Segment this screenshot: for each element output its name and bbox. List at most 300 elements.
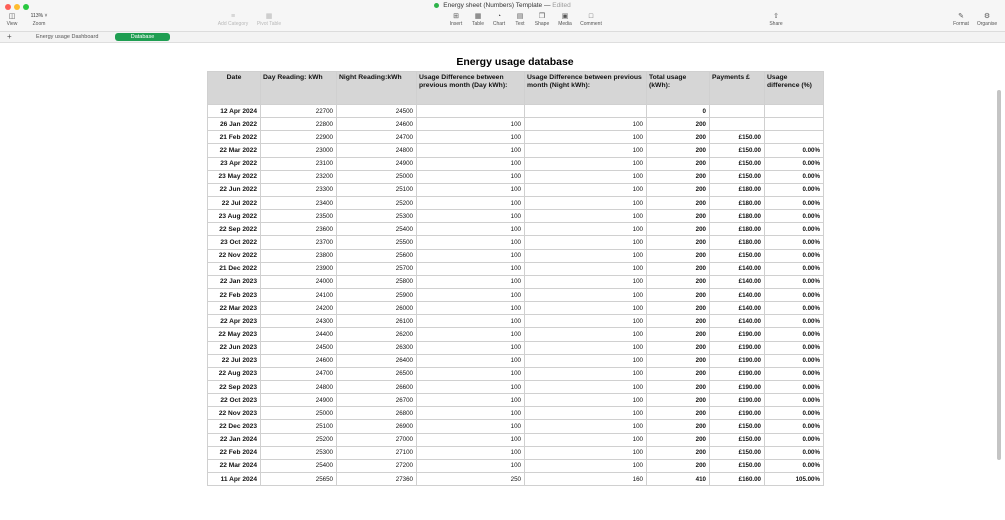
share-button[interactable] [767,12,785,27]
table-cell[interactable]: 250 [417,472,525,485]
table-cell[interactable]: 22 Sep 2022 [208,223,261,236]
table-cell[interactable]: 27100 [337,446,417,459]
table-cell[interactable]: 22 Nov 2022 [208,249,261,262]
table-cell[interactable]: 100 [525,144,647,157]
table-cell[interactable]: 25700 [337,262,417,275]
table-row [208,446,824,459]
table-icon: ▦ [474,13,482,20]
table-cell[interactable] [710,105,765,118]
table-cell[interactable]: 100 [417,236,525,249]
table-row [208,157,824,170]
table-row [208,302,824,315]
shape-label: Shape [534,21,550,27]
zoom-value: 113% ˅ [30,13,48,19]
table-cell[interactable]: 25300 [261,446,337,459]
table-cell[interactable]: 100 [417,302,525,315]
table-cell[interactable] [417,105,525,118]
view-label: View [6,21,18,27]
view-button[interactable] [4,12,20,27]
table-cell[interactable]: 24600 [337,118,417,131]
table-cell[interactable]: 22700 [261,105,337,118]
add-category-label: Add Category [217,21,249,27]
table-cell[interactable]: 200 [647,407,710,420]
table-cell[interactable]: 21 Feb 2022 [208,131,261,144]
table-row [208,131,824,144]
table-cell[interactable]: 100 [525,446,647,459]
table-cell[interactable]: 25500 [337,236,417,249]
column-header[interactable]: Day Reading: kWh [261,72,337,105]
table-cell[interactable]: 100 [525,118,647,131]
table-cell[interactable]: 22 Jun 2023 [208,341,261,354]
table-cell[interactable]: 100 [417,183,525,196]
table-cell[interactable]: 22 Feb 2024 [208,446,261,459]
table-cell[interactable]: 100 [525,131,647,144]
table-cell[interactable]: 24200 [261,302,337,315]
table-cell[interactable]: 100 [525,249,647,262]
table-cell[interactable]: 0.00% [765,341,824,354]
table-cell[interactable]: £180.00 [710,196,765,209]
table-cell[interactable]: £150.00 [710,157,765,170]
table-cell[interactable]: 100 [525,223,647,236]
organise-button[interactable] [975,12,999,27]
table-cell[interactable]: 160 [525,472,647,485]
table-cell[interactable]: 25400 [261,459,337,472]
table-cell[interactable]: £180.00 [710,223,765,236]
table-cell[interactable]: 22 Jul 2023 [208,354,261,367]
table-cell[interactable]: 100 [417,459,525,472]
table-cell[interactable]: 22 Aug 2023 [208,367,261,380]
table-cell[interactable]: 0.00% [765,144,824,157]
table-cell[interactable]: 25650 [261,472,337,485]
table-cell[interactable]: 11 Apr 2024 [208,472,261,485]
tab-database[interactable]: Database [115,33,170,41]
table-cell[interactable]: 24100 [261,288,337,301]
organise-icon: ⚙ [983,13,991,20]
table-cell[interactable]: 200 [647,210,710,223]
table-cell[interactable]: 100 [417,380,525,393]
table-cell[interactable]: 0.00% [765,367,824,380]
table-label: Table [472,21,484,27]
table-cell[interactable]: 24000 [261,275,337,288]
table-cell[interactable]: 22 Mar 2024 [208,459,261,472]
table-cell[interactable]: 200 [647,459,710,472]
table-cell[interactable]: 0.00% [765,157,824,170]
table-cell[interactable]: 100 [525,407,647,420]
table-cell[interactable]: 100 [417,157,525,170]
table-cell[interactable]: 22 May 2023 [208,328,261,341]
table-cell[interactable]: 27000 [337,433,417,446]
table-cell[interactable]: 24800 [261,380,337,393]
table-cell[interactable]: 0.00% [765,420,824,433]
table-row [208,236,824,249]
table-cell[interactable]: 23800 [261,249,337,262]
chart-label: Chart [492,21,506,27]
table-cell[interactable]: 100 [417,446,525,459]
table-cell[interactable]: 100 [525,459,647,472]
table-cell[interactable]: 22 Mar 2023 [208,302,261,315]
table-cell[interactable]: 100 [525,170,647,183]
table-cell[interactable]: 23 Apr 2022 [208,157,261,170]
table-cell[interactable]: 22 Jan 2024 [208,433,261,446]
column-header[interactable]: Usage difference (%) [765,72,824,105]
table-cell[interactable]: 100 [417,394,525,407]
text-icon: ▤ [516,13,524,20]
table-cell[interactable]: 100 [417,354,525,367]
table-cell[interactable]: 200 [647,223,710,236]
table-cell[interactable]: 200 [647,288,710,301]
table-row [208,420,824,433]
table-cell[interactable]: 0.00% [765,315,824,328]
table-cell[interactable]: 26000 [337,302,417,315]
table-cell[interactable]: 200 [647,157,710,170]
table-cell[interactable]: 24500 [261,341,337,354]
table-cell[interactable]: 23000 [261,144,337,157]
table-cell[interactable]: 100 [417,328,525,341]
media-label: Media [558,21,572,27]
table-cell[interactable]: 100 [525,236,647,249]
table-cell[interactable]: 24500 [337,105,417,118]
table-cell[interactable]: 0.00% [765,446,824,459]
table-cell[interactable]: 100 [525,210,647,223]
table-cell[interactable]: 200 [647,131,710,144]
table-cell[interactable]: 26900 [337,420,417,433]
table-cell[interactable]: £180.00 [710,210,765,223]
table-cell[interactable]: 100 [417,420,525,433]
table-cell[interactable]: 22 Jun 2022 [208,183,261,196]
table-cell[interactable]: 23900 [261,262,337,275]
table-cell[interactable]: 26300 [337,341,417,354]
table-cell[interactable]: £190.00 [710,394,765,407]
table-cell[interactable]: 26 Jan 2022 [208,118,261,131]
table-cell[interactable]: 200 [647,170,710,183]
table-cell[interactable]: 0.00% [765,236,824,249]
table-row [208,223,824,236]
table-cell[interactable]: 200 [647,249,710,262]
table-cell[interactable]: 25900 [337,288,417,301]
table-cell[interactable]: £180.00 [710,183,765,196]
table-cell[interactable]: 22 Sep 2023 [208,380,261,393]
table-cell[interactable]: £140.00 [710,315,765,328]
table-cell[interactable]: £150.00 [710,433,765,446]
table-cell[interactable]: 100 [417,170,525,183]
table-cell[interactable]: 23400 [261,196,337,209]
table-cell[interactable]: 27200 [337,459,417,472]
shape-button[interactable] [532,12,552,27]
table-cell[interactable]: £140.00 [710,262,765,275]
column-header[interactable]: Date [208,72,261,105]
table-cell[interactable]: 100 [525,380,647,393]
table-cell[interactable]: 25000 [261,407,337,420]
table-cell[interactable]: 24700 [337,131,417,144]
table-cell[interactable]: 100 [525,196,647,209]
table-cell[interactable]: 23500 [261,210,337,223]
table-cell[interactable]: 25300 [337,210,417,223]
table-cell[interactable]: 100 [525,433,647,446]
table-cell[interactable]: 200 [647,262,710,275]
table-cell[interactable]: 23 Oct 2022 [208,236,261,249]
table-cell[interactable]: 0.00% [765,459,824,472]
table-cell[interactable]: 22 Feb 2023 [208,288,261,301]
comment-button[interactable] [578,12,604,27]
insert-label: Insert [449,21,463,27]
table-cell[interactable]: £150.00 [710,131,765,144]
column-header[interactable]: Usage Difference between previous month (Night kWh): [525,72,647,105]
table-cell[interactable]: 100 [525,157,647,170]
format-brush-icon: ✎ [958,13,964,20]
table-cell[interactable]: 23 May 2022 [208,170,261,183]
zoom-menu[interactable] [28,12,50,27]
table-cell[interactable]: 22900 [261,131,337,144]
table-cell[interactable]: 410 [647,472,710,485]
column-header[interactable]: Usage Difference between previous month (Day kWh): [417,72,525,105]
table-cell[interactable]: £150.00 [710,249,765,262]
table-cell[interactable]: 24600 [261,354,337,367]
table-cell[interactable] [710,118,765,131]
table-row [208,407,824,420]
table-cell[interactable]: £140.00 [710,275,765,288]
table-cell[interactable]: 200 [647,354,710,367]
document-status-icon [434,3,439,8]
table-cell[interactable]: 200 [647,328,710,341]
vertical-scrollbar[interactable] [997,90,1001,460]
table-cell[interactable]: 100 [525,354,647,367]
table-cell[interactable]: 22 Oct 2023 [208,394,261,407]
insert-button[interactable] [447,12,465,27]
table-cell[interactable]: 0.00% [765,433,824,446]
table-row [208,262,824,275]
table-cell[interactable]: 200 [647,183,710,196]
table-cell[interactable]: 0.00% [765,380,824,393]
table-cell[interactable]: 25600 [337,249,417,262]
table-cell[interactable]: 22 Dec 2023 [208,420,261,433]
column-header[interactable]: Total usage (kWh): [647,72,710,105]
table-cell[interactable]: £150.00 [710,459,765,472]
table-cell[interactable]: 0.00% [765,210,824,223]
table-cell[interactable]: 26800 [337,407,417,420]
table-cell[interactable]: 22 Nov 2023 [208,407,261,420]
table-cell[interactable]: 100 [417,288,525,301]
table-cell[interactable]: 100 [417,433,525,446]
table-row [208,288,824,301]
table-cell[interactable]: 100 [417,210,525,223]
table-cell[interactable]: 26100 [337,315,417,328]
tab-energy-usage-dashboard[interactable]: Energy usage Dashboard [36,34,99,40]
table-cell[interactable]: 23300 [261,183,337,196]
table-cell[interactable]: 0.00% [765,170,824,183]
table-cell[interactable]: 100 [417,407,525,420]
table-cell[interactable]: 21 Dec 2022 [208,262,261,275]
table-cell[interactable]: 100 [525,275,647,288]
table-cell[interactable]: 24300 [261,315,337,328]
table-cell[interactable] [765,105,824,118]
table-cell[interactable]: 100 [417,131,525,144]
table-cell[interactable]: 23200 [261,170,337,183]
table-cell[interactable]: £150.00 [710,144,765,157]
table-cell[interactable]: 100 [417,196,525,209]
table-cell[interactable]: 25200 [261,433,337,446]
chart-icon: ◔ [496,13,502,20]
table-cell[interactable]: 200 [647,367,710,380]
table-row [208,118,824,131]
table-cell[interactable] [765,131,824,144]
table-cell[interactable]: 23 Aug 2022 [208,210,261,223]
table-cell[interactable]: 200 [647,236,710,249]
table-cell[interactable]: 200 [647,341,710,354]
table-cell[interactable]: 0.00% [765,354,824,367]
table-cell[interactable]: 100 [525,341,647,354]
table-cell[interactable]: 24800 [337,144,417,157]
table-row [208,249,824,262]
table-body [208,105,824,486]
table-cell[interactable]: 200 [647,302,710,315]
table-cell[interactable]: 100 [417,315,525,328]
table-cell[interactable]: 100 [525,315,647,328]
table-cell[interactable]: 100 [417,341,525,354]
pivot-table-icon: ▦ [265,13,273,20]
table-cell[interactable]: 100 [417,262,525,275]
table-cell[interactable]: 105.00% [765,472,824,485]
table-row [208,170,824,183]
table-cell[interactable]: 23100 [261,157,337,170]
pivot-table-button[interactable] [253,12,285,27]
table-cell[interactable]: 0.00% [765,196,824,209]
table-button[interactable] [469,12,487,27]
table-cell[interactable]: 0.00% [765,302,824,315]
title-separator: — [543,2,551,9]
table-cell[interactable]: £150.00 [710,170,765,183]
table-cell[interactable]: £190.00 [710,354,765,367]
table-cell[interactable]: 25100 [337,183,417,196]
table-cell[interactable]: 200 [647,144,710,157]
column-header[interactable]: Night Reading:kWh [337,72,417,105]
table-cell[interactable]: £160.00 [710,472,765,485]
table-cell[interactable]: 23700 [261,236,337,249]
text-button[interactable] [512,12,528,27]
table-row [208,144,824,157]
table-cell[interactable]: 24900 [337,157,417,170]
table-cell[interactable]: 24700 [261,367,337,380]
table-cell[interactable]: 24400 [261,328,337,341]
share-label: Share [769,21,783,27]
table-cell[interactable]: 100 [525,367,647,380]
table-cell[interactable]: 100 [417,367,525,380]
table-cell[interactable]: 25000 [337,170,417,183]
comment-icon: □ [588,13,594,20]
table-cell[interactable]: 100 [525,288,647,301]
table-cell[interactable]: 100 [525,302,647,315]
table-cell[interactable] [525,105,647,118]
table-cell[interactable]: £140.00 [710,302,765,315]
table-cell[interactable]: 200 [647,446,710,459]
table-cell[interactable]: 0.00% [765,183,824,196]
table-row [208,341,824,354]
table-cell[interactable]: 100 [525,328,647,341]
chart-button[interactable] [490,12,508,27]
table-cell[interactable]: 25800 [337,275,417,288]
table-cell[interactable]: 22800 [261,118,337,131]
table-cell[interactable]: 26500 [337,367,417,380]
table-cell[interactable]: 26600 [337,380,417,393]
table-cell[interactable]: 26700 [337,394,417,407]
table-cell[interactable]: 0.00% [765,407,824,420]
add-category-button[interactable] [215,12,251,27]
table-cell[interactable]: 0.00% [765,275,824,288]
table-cell[interactable]: 200 [647,196,710,209]
table-cell[interactable]: 0.00% [765,262,824,275]
table-cell[interactable]: 0 [647,105,710,118]
table-row [208,394,824,407]
table-cell[interactable]: 12 Apr 2024 [208,105,261,118]
table-cell[interactable]: 26200 [337,328,417,341]
table-cell[interactable]: 26400 [337,354,417,367]
table-cell[interactable]: £190.00 [710,367,765,380]
table-cell[interactable]: 200 [647,118,710,131]
table-cell[interactable]: 0.00% [765,394,824,407]
table-cell[interactable]: £190.00 [710,407,765,420]
table-cell[interactable]: 100 [525,394,647,407]
comment-label: Comment [580,21,602,27]
table-cell[interactable]: 0.00% [765,223,824,236]
table-cell[interactable]: 27360 [337,472,417,485]
table-cell[interactable]: £190.00 [710,341,765,354]
table-cell[interactable]: 22 Mar 2022 [208,144,261,157]
table-cell[interactable]: 100 [417,144,525,157]
table-cell[interactable]: £150.00 [710,446,765,459]
table-cell[interactable]: 200 [647,433,710,446]
table-cell[interactable]: 100 [417,249,525,262]
table-cell[interactable]: 25200 [337,196,417,209]
shape-icon: ❒ [538,13,546,20]
table-cell[interactable]: 200 [647,275,710,288]
table-cell[interactable]: £140.00 [710,288,765,301]
table-cell[interactable]: 22 Jan 2023 [208,275,261,288]
table-cell[interactable]: 200 [647,394,710,407]
table-cell[interactable]: £180.00 [710,236,765,249]
table-row [208,105,824,118]
table-cell[interactable]: 100 [417,275,525,288]
table-cell[interactable]: 100 [417,223,525,236]
table-cell[interactable]: 22 Apr 2023 [208,315,261,328]
table-cell[interactable]: 24900 [261,394,337,407]
table-cell[interactable]: 100 [525,183,647,196]
table-cell[interactable]: £190.00 [710,328,765,341]
column-header[interactable]: Payments £ [710,72,765,105]
table-cell[interactable]: 0.00% [765,249,824,262]
table-cell[interactable]: £190.00 [710,380,765,393]
table-cell[interactable]: 23600 [261,223,337,236]
table-cell[interactable]: 100 [525,420,647,433]
add-sheet-button[interactable]: + [7,32,12,41]
table-cell[interactable]: 200 [647,420,710,433]
media-button[interactable] [555,12,575,27]
zoom-label: Zoom [32,21,46,27]
table-row [208,472,824,485]
table-cell[interactable]: 200 [647,315,710,328]
table-cell[interactable] [765,118,824,131]
table-cell[interactable]: 100 [417,118,525,131]
table-cell[interactable]: 0.00% [765,288,824,301]
table-cell[interactable]: 22 Jul 2022 [208,196,261,209]
format-button[interactable] [951,12,971,27]
table-cell[interactable]: 100 [525,262,647,275]
chevron-down-icon: ˅ [44,13,48,19]
table-cell[interactable]: £150.00 [710,420,765,433]
pivot-table-label: Pivot Table [256,21,282,27]
table-cell[interactable]: 25400 [337,223,417,236]
table-cell[interactable]: 200 [647,380,710,393]
table-cell[interactable]: 25100 [261,420,337,433]
table-cell[interactable]: 0.00% [765,328,824,341]
